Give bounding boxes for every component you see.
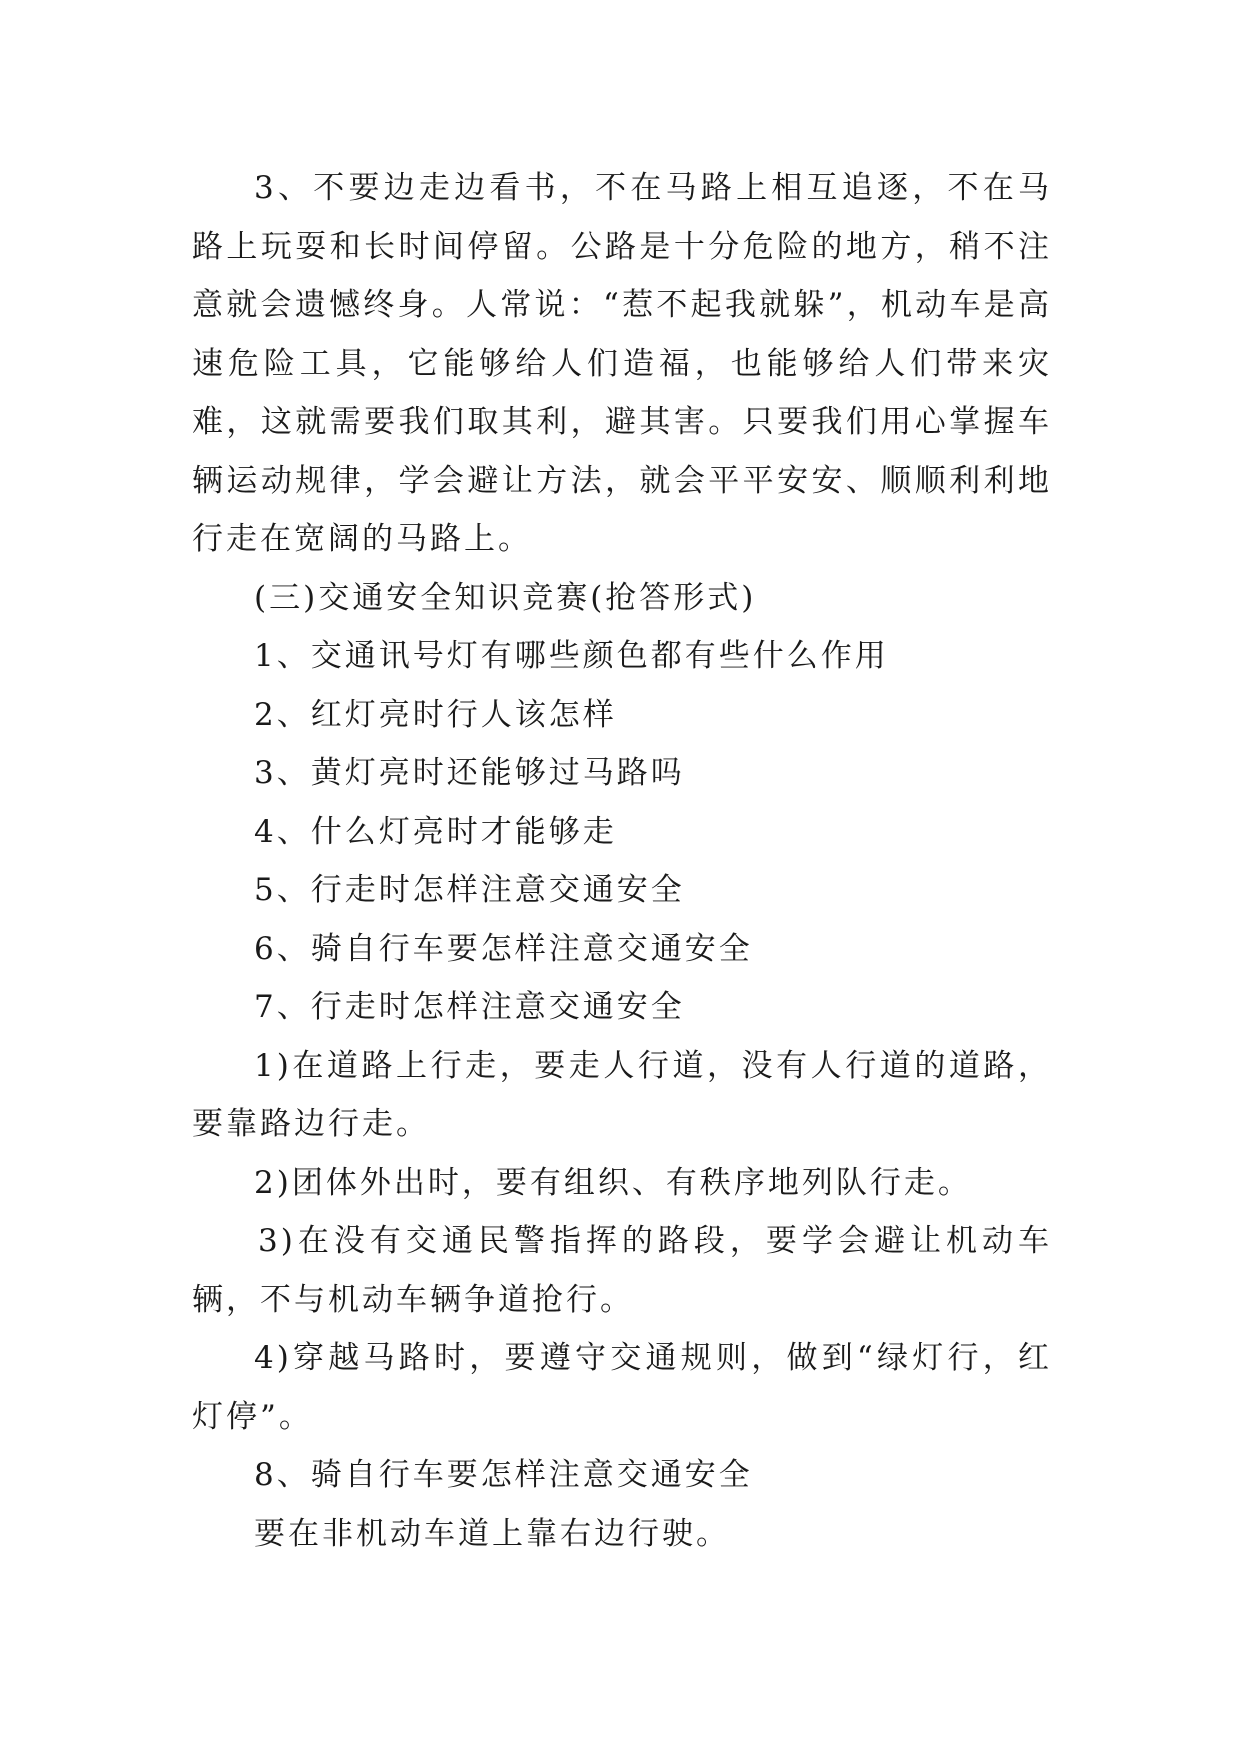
answer-item-1: 1)在道路上行走，要走人行道，没有人行道的道路，要靠路边行走。: [192, 1047, 1052, 1142]
quiz-question-2: 2、红灯亮时行人该怎样: [254, 696, 617, 733]
answer-item-2: 2)团体外出时，要有组织、有秩序地列队行走。: [254, 1164, 972, 1201]
quiz-question-7: 7、行走时怎样注意交通安全: [254, 989, 685, 1025]
quiz-question-8: 8、骑自行车要怎样注意交通安全: [254, 1457, 753, 1493]
answer-bicycle: 要在非机动车道上靠右边行驶。: [254, 1515, 730, 1552]
quiz-question-4: 4、什么灯亮时才能够走: [254, 813, 617, 850]
section-heading-quiz: (三)交通安全知识竞赛(抢答形式): [254, 579, 757, 616]
quiz-question-3: 3、黄灯亮时还能够过马路吗: [254, 755, 685, 791]
quiz-question-1: 1、交通讯号灯有哪些颜色都有些什么作用: [254, 638, 889, 674]
answer-item-4: 4)穿越马路时，要遵守交通规则，做到“绿灯行，红灯停”。: [192, 1340, 1052, 1435]
quiz-question-5: 5、行走时怎样注意交通安全: [254, 872, 685, 908]
quiz-question-6: 6、骑自行车要怎样注意交通安全: [254, 930, 753, 967]
document-body: [192, 159, 1052, 1563]
paragraph-rule-3-detail: 3、不要边走边看书，不在马路上相互追逐，不在马路上玩耍和长时间停留。公路是十分危险的地方，稍不注意就会遗憾终身。人常说：“惹不起我就躲”，机动车是高速危险工具，它能够给人们造福，也能够给人们带来灾难，这就需要我们取其利，避其害。只要我们用心掌握车辆运动规律，学会避让方法，就会平平安安、顺顺利利地行走在宽阔的马路上。: [192, 170, 1052, 557]
answer-item-3: 3)在没有交通民警指挥的路段，要学会避让机动车辆，不与机动车辆争道抢行。: [192, 1223, 1052, 1318]
